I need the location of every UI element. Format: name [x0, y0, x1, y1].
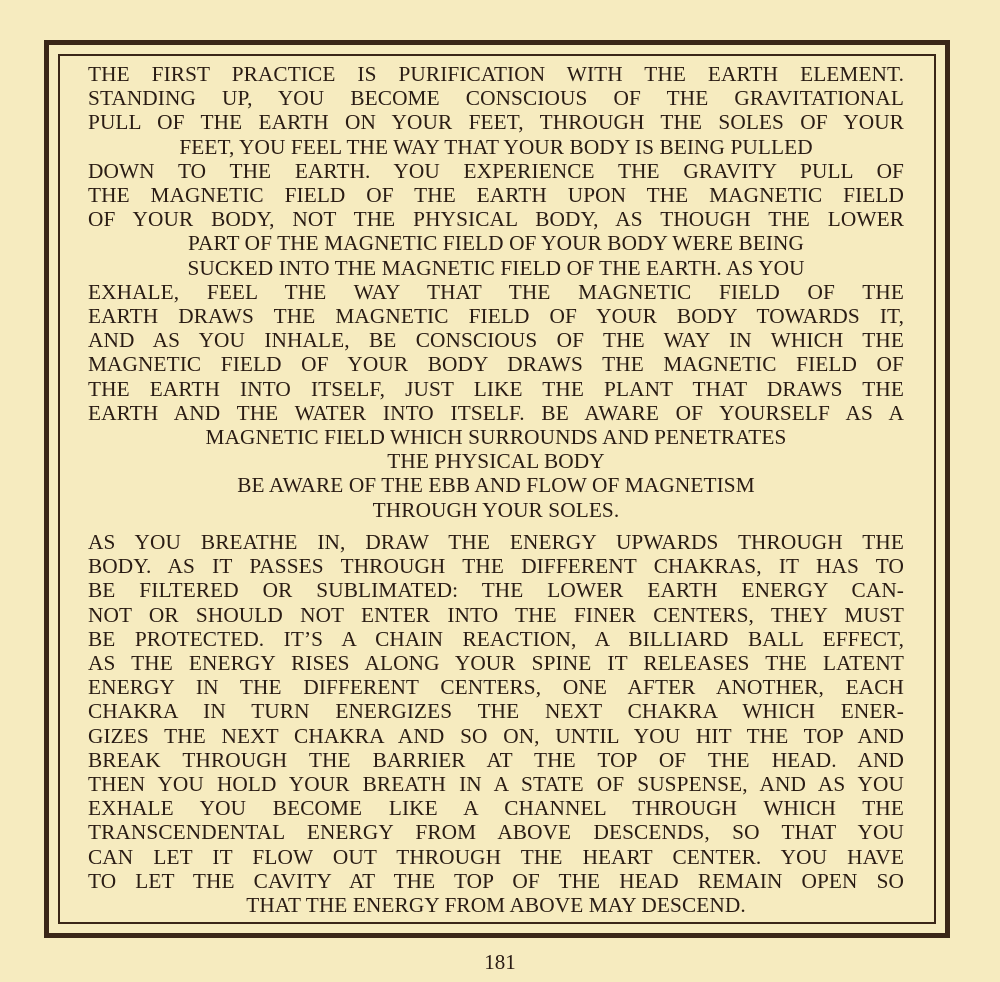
- text-line: NOT OR SHOULD NOT ENTER INTO THE FINER CENTERS, THEY MUST: [88, 602, 904, 627]
- text-line: DOWN TO THE EARTH. YOU EXPERIENCE THE GRAVITY PULL OF: [88, 158, 904, 183]
- text-line: THE MAGNETIC FIELD OF THE EARTH UPON THE MAGNETIC FIELD: [88, 183, 904, 208]
- page-number: 181: [484, 950, 516, 974]
- text-line: CHAKRA IN TURN ENERGIZES THE NEXT CHAKRA WHICH ENER-: [88, 699, 904, 724]
- text-line: THE EARTH INTO ITSELF, JUST LIKE THE PLANT THAT DRAWS THE: [88, 376, 904, 401]
- text-line: SUCKED INTO THE MAGNETIC FIELD OF THE EARTH. AS YOU: [187, 255, 805, 280]
- text-line: PULL OF THE EARTH ON YOUR FEET, THROUGH THE SOLES OF YOUR: [88, 110, 904, 135]
- text-line: FEET, YOU FEEL THE WAY THAT YOUR BODY IS BEING PULLED: [179, 134, 813, 159]
- text-line: OF YOUR BODY, NOT THE PHYSICAL BODY, AS THOUGH THE LOWER: [88, 207, 904, 232]
- text-line: ENERGY IN THE DIFFERENT CENTERS, ONE AFTER ANOTHER, EACH: [88, 675, 904, 700]
- text-line: TO LET THE CAVITY AT THE TOP OF THE HEAD REMAIN OPEN SO: [88, 868, 904, 893]
- text-line: THE PHYSICAL BODY: [387, 449, 605, 474]
- paragraph-earth-purification: [88, 62, 904, 522]
- text-line: BODY. AS IT PASSES THROUGH THE DIFFERENT CHAKRAS, IT HAS TO: [88, 554, 904, 579]
- text-line: BE PROTECTED. IT’S A CHAIN REACTION, A BILLIARD BALL EFFECT,: [88, 626, 904, 651]
- text-line: AS THE ENERGY RISES ALONG YOUR SPINE IT RELEASES THE LATENT: [88, 651, 904, 676]
- text-line: MAGNETIC FIELD OF YOUR BODY DRAWS THE MAGNETIC FIELD OF: [88, 352, 904, 377]
- text-line: BE FILTERED OR SUBLIMATED: THE LOWER EARTH ENERGY CAN-: [88, 578, 904, 603]
- text-line: THAT THE ENERGY FROM ABOVE MAY DESCEND.: [246, 893, 746, 918]
- text-line: THE FIRST PRACTICE IS PURIFICATION WITH THE EARTH ELEMENT.: [88, 62, 904, 86]
- text-line: BREAK THROUGH THE BARRIER AT THE TOP OF THE HEAD. AND: [88, 747, 904, 772]
- paragraph-energy-upwards: [88, 530, 904, 917]
- text-line: TRANSCENDENTAL ENERGY FROM ABOVE DESCENDS, SO THAT YOU: [88, 820, 904, 845]
- text-line: BE AWARE OF THE EBB AND FLOW OF MAGNETISM: [237, 473, 755, 498]
- text-line: EXHALE YOU BECOME LIKE A CHANNEL THROUGH WHICH THE: [88, 796, 904, 821]
- text-line: AS YOU BREATHE IN, DRAW THE ENERGY UPWARDS THROUGH THE: [88, 530, 904, 554]
- text-line: MAGNETIC FIELD WHICH SURROUNDS AND PENETRATES: [205, 425, 787, 450]
- text-line: EARTH AND THE WATER INTO ITSELF. BE AWARE OF YOURSELF AS A: [88, 400, 904, 425]
- text-line: EARTH DRAWS THE MAGNETIC FIELD OF YOUR BODY TOWARDS IT,: [88, 304, 904, 329]
- text-line: AND AS YOU INHALE, BE CONSCIOUS OF THE WAY IN WHICH THE: [88, 328, 904, 353]
- text-line: THROUGH YOUR SOLES.: [372, 497, 620, 522]
- text-line: PART OF THE MAGNETIC FIELD OF YOUR BODY WERE BEING: [187, 231, 805, 256]
- text-line: STANDING UP, YOU BECOME CONSCIOUS OF THE GRAVITATIONAL: [88, 86, 904, 111]
- text-line: CAN LET IT FLOW OUT THROUGH THE HEART CENTER. YOU HAVE: [88, 844, 904, 869]
- text-line: THEN YOU HOLD YOUR BREATH IN A STATE OF SUSPENSE, AND AS YOU: [88, 772, 904, 797]
- text-line: EXHALE, FEEL THE WAY THAT THE MAGNETIC FIELD OF THE: [88, 279, 904, 304]
- text-line: GIZES THE NEXT CHAKRA AND SO ON, UNTIL YOU HIT THE TOP AND: [88, 723, 904, 748]
